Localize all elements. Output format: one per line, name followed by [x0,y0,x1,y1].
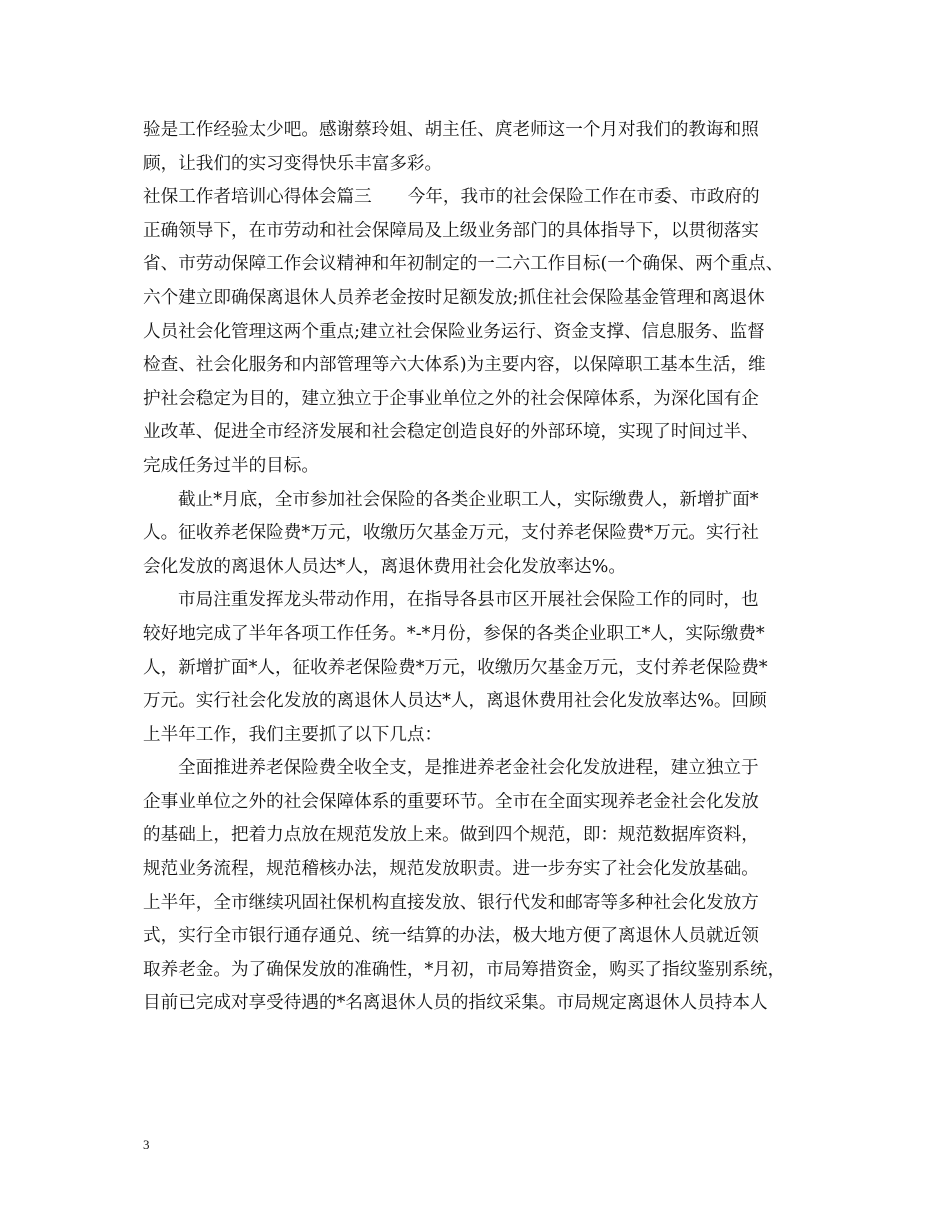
text-line: 人，新增扩面*人，征收养老保险费*万元，收缴历欠基金万元，支付养老保险费* [143,657,768,678]
text-line: 人员社会化管理这两个重点;建立社会保险业务运行、资金支撑、信息服务、监督 [143,321,765,342]
text-line: 企事业单位之外的社会保障体系的重要环节。全市在全面实现养老金社会化发放 [143,791,759,812]
section-heading-line [143,181,813,215]
text-line: 人。征收养老保险费*万元，收缴历欠基金万元，支付养老保险费*万元。实行社 [143,523,759,544]
text-line: 六个建立即确保离退休人员养老金按时足额发放;抓住社会保险基金管理和离退休 [143,287,765,308]
text-line: 顾，让我们的实习变得快乐丰富多彩。 [143,153,443,174]
text-line: 的基础上，把着力点放在规范发放上来。做到四个规范，即：规范数据库资料， [143,825,759,846]
text-line: 省、市劳动保障工作会议精神和年初制定的一二六工作目标(一个确保、两个重点、 [143,254,784,275]
paragraph-start-line: 市局注重发挥龙头带动作用，在指导各县市区开展社会保险工作的同时，也 [178,590,759,611]
text-line: 上半年，全市继续巩固社保机构直接发放、银行代发和邮寄等多种社会化发放方 [143,892,759,913]
text-line: 万元。实行社会化发放的离退休人员达*人，离退休费用社会化发放率达%。回顾 [143,691,767,712]
text-line: 上半年工作，我们主要抓了以下几点： [143,724,443,745]
text-line: 验是工作经验太少吧。感谢蔡玲姐、胡主任、庹老师这一个月对我们的教诲和照 [143,120,759,140]
section-first-text: 今年，我市的社会保险工作在市委、市政府的 [407,187,760,208]
text-line: 较好地完成了半年各项工作任务。*-*月份，参保的各类企业职工*人，实际缴费* [143,623,765,644]
text-line: 取养老金。为了确保发放的准确性，*月初，市局筹措资金，购买了指纹鉴别系统， [143,959,786,980]
page-number: 3 [143,1137,150,1152]
paragraph-start-line: 全面推进养老保险费全收全支，是推进养老金社会化发放进程，建立独立于 [178,758,759,779]
text-line: 业改革、促进全市经济发展和社会稳定创造良好的外部环境，实现了时间过半、 [143,422,759,443]
paragraph-start-line: 截止*月底，全市参加社会保险的各类企业职工人，实际缴费人，新增扩面* [178,489,759,510]
text-line: 式，实行全市银行通存通兑、统一结算的办法，极大地方便了离退休人员就近领 [143,926,759,947]
section-heading: 社保工作者培训心得体会篇三 [143,187,372,208]
text-line: 会化发放的离退休人员达*人，离退休费用社会化发放率达%。 [143,556,626,577]
text-line: 护社会稳定为目的，建立独立于企事业单位之外的社会保障体系，为深化国有企 [143,388,759,409]
text-line: 完成任务过半的目标。 [143,455,319,476]
text-line: 规范业务流程，规范稽核办法，规范发放职责。进一步夯实了社会化发放基础。 [143,859,759,880]
text-line: 目前已完成对享受待遇的*名离退休人员的指纹采集。市局规定离退休人员持本人 [143,993,768,1014]
document-body [143,114,813,1021]
text-line: 检查、社会化服务和内部管理等六大体系)为主要内容，以保障职工基本生活，维 [143,355,766,376]
text-line: 正确领导下，在市劳动和社会保障局及上级业务部门的具体指导下，以贯彻落实 [143,220,759,241]
